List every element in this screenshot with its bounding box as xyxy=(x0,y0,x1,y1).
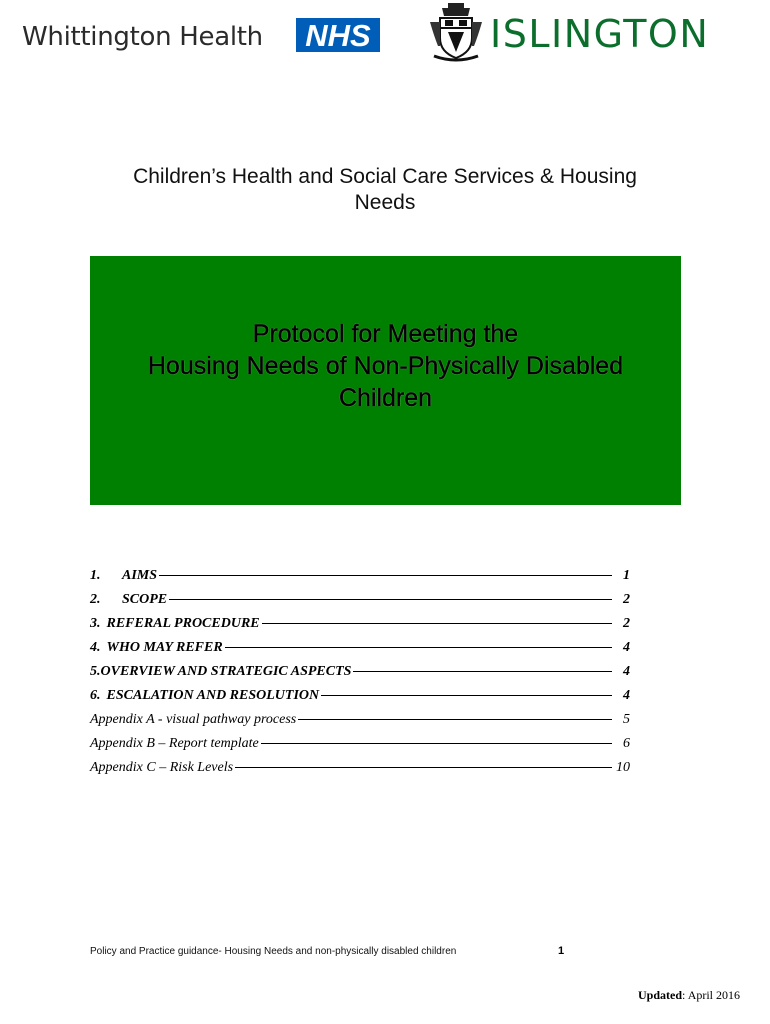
title-box xyxy=(90,256,681,505)
toc-entry[interactable] xyxy=(90,614,630,638)
toc-entry-label: Appendix A - visual pathway process xyxy=(90,712,297,727)
title-line-2: Housing Needs of Non-Physically Disabled xyxy=(147,352,624,380)
nhs-logo-text: NHS xyxy=(305,18,371,52)
footer-text: Policy and Practice guidance- Housing Needs and non-physically disabled children xyxy=(90,946,457,957)
toc-entry-number: 3. xyxy=(90,616,101,631)
toc-leader-line xyxy=(298,719,612,720)
toc-leader-line xyxy=(235,767,612,768)
toc-leader-line xyxy=(225,647,612,648)
toc-leader-line xyxy=(159,575,612,576)
toc-entry[interactable] xyxy=(90,566,630,590)
updated-value: : April 2016 xyxy=(682,988,741,1002)
toc-entry[interactable] xyxy=(90,734,630,758)
toc-entry-label: REFERAL PROCEDURE xyxy=(106,616,260,631)
toc-entry-label: AIMS xyxy=(122,568,158,583)
footer-page-number: 1 xyxy=(558,945,565,957)
toc-leader-line xyxy=(321,695,612,696)
toc-entry-page: 10 xyxy=(616,760,630,775)
toc-entry[interactable] xyxy=(90,710,630,734)
subtitle-line-2: Needs xyxy=(354,191,416,214)
toc-entry[interactable] xyxy=(90,638,630,662)
nhs-logo xyxy=(296,18,380,52)
toc-leader-line xyxy=(261,743,612,744)
document-subtitle xyxy=(90,164,680,216)
updated-date xyxy=(638,988,740,1003)
toc-entry-page: 6 xyxy=(623,736,630,751)
toc-entry[interactable] xyxy=(90,686,630,710)
toc-entry-label: OVERVIEW AND STRATEGIC ASPECTS xyxy=(100,664,352,679)
subtitle-line-1: Children’s Health and Social Care Services & Housing xyxy=(133,165,637,188)
toc-leader-line xyxy=(169,599,612,600)
title-line-1: Protocol for Meeting the xyxy=(252,320,519,348)
toc-entry[interactable] xyxy=(90,662,630,686)
toc-entry-label: SCOPE xyxy=(122,592,168,607)
whittington-health-logo: Whittington Health xyxy=(22,22,263,52)
toc-leader-line xyxy=(262,623,612,624)
toc-entry-number: 4. xyxy=(90,640,101,655)
toc-entry-number: 1. xyxy=(90,568,101,583)
toc-entry[interactable] xyxy=(90,590,630,614)
borough-crest-icon xyxy=(428,2,484,62)
toc-entry-page: 4 xyxy=(623,664,630,679)
toc-entry-page: 2 xyxy=(623,592,630,607)
toc-leader-line xyxy=(353,671,612,672)
toc-entry-page: 1 xyxy=(623,568,630,583)
toc-entry-page: 4 xyxy=(623,688,630,703)
toc-entry-page: 2 xyxy=(623,616,630,631)
islington-logo: ISLINGTON xyxy=(490,12,710,56)
toc-entry-number: 2. xyxy=(90,592,101,607)
toc-entry-label: Appendix B – Report template xyxy=(90,736,259,751)
toc-entry[interactable] xyxy=(90,758,630,782)
toc-entry-label: WHO MAY REFER xyxy=(106,640,223,655)
toc-entry-page: 4 xyxy=(623,640,630,655)
toc-entry-number: 6. xyxy=(90,688,101,703)
toc-entry-number: 5. xyxy=(90,664,101,679)
toc-entry-page: 5 xyxy=(623,712,630,727)
updated-label: Updated xyxy=(638,988,683,1002)
toc-entry-label: ESCALATION AND RESOLUTION xyxy=(106,688,320,703)
toc-entry-label: Appendix C – Risk Levels xyxy=(90,760,234,775)
title-line-3: Children xyxy=(338,384,433,412)
table-of-contents xyxy=(90,566,630,782)
document-title xyxy=(90,318,681,414)
